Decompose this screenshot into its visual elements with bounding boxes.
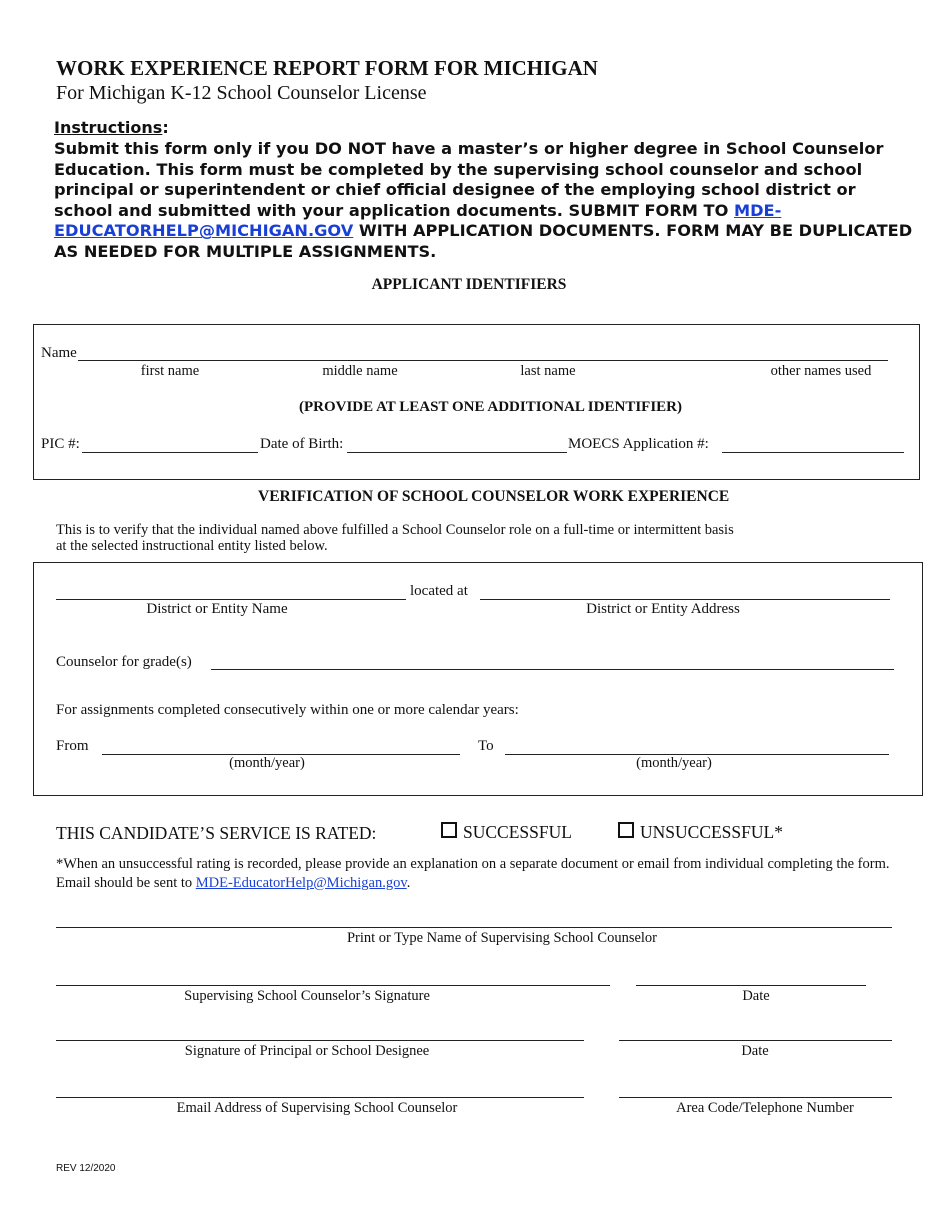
pic-input[interactable] <box>82 452 258 453</box>
applicant-identifiers-heading: APPLICANT IDENTIFIERS <box>371 276 567 293</box>
instructions-email-link[interactable]: MDE-EDUCATORHELP@MICHIGAN.GOV <box>54 200 782 241</box>
pic-label: PIC #: <box>41 436 80 452</box>
verification-heading: VERIFICATION OF SCHOOL COUNSELOR WORK EXPERIENCE <box>258 488 730 505</box>
consecutive-note: For assignments completed consecutively within one or more calendar years: <box>56 702 519 718</box>
phone-input[interactable] <box>619 1097 892 1098</box>
verification-intro-line2: at the selected instructional entity listed below. <box>56 538 328 554</box>
counselor-name-caption: Print or Type Name of Supervising School Counselor <box>346 930 658 946</box>
successful-checkbox[interactable]: SUCCESSFUL <box>441 822 572 843</box>
entity-address-caption: District or Entity Address <box>586 601 740 617</box>
name-label: Name <box>41 345 77 361</box>
dob-label: Date of Birth: <box>260 436 344 452</box>
counselor-email-input[interactable] <box>56 1097 584 1098</box>
unsuccessful-checkbox[interactable]: UNSUCCESSFUL* <box>618 822 783 843</box>
phone-caption: Area Code/Telephone Number <box>676 1100 854 1116</box>
located-at-label: located at <box>410 583 468 599</box>
moecs-label: MOECS Application #: <box>568 436 709 452</box>
entity-name-caption: District or Entity Name <box>146 601 288 617</box>
from-label: From <box>56 738 89 754</box>
principal-signature-caption: Signature of Principal or School Designee <box>184 1043 430 1059</box>
principal-date-caption: Date <box>741 1043 769 1059</box>
counselor-date-input[interactable] <box>636 985 866 986</box>
to-label: To <box>478 738 494 754</box>
rating-label: THIS CANDIDATE’S SERVICE IS RATED: <box>56 823 377 843</box>
verification-intro-line1: This is to verify that the individual named above fulfilled a School Counselor role on a full-time or intermittent basis <box>56 522 734 538</box>
instructions-text: Submit this form only if you DO NOT have a master’s or higher degree in School Counselor Education. This form must be completed by the supervising school counselor and school principal or superintendent or chief official designee of the employing school district or school and submitted with your application documents. SUBMIT FORM TO MDE-EDUCATORHELP@MICHIGAN.GOV WITH APPLICATION DOCUMENTS. FORM MAY BE DUPLICATED AS NEEDED FOR MULTIPLE ASSIGNMENTS. <box>54 139 913 261</box>
counselor-name-input[interactable] <box>56 927 892 928</box>
grades-input[interactable] <box>211 669 894 670</box>
entity-address-input[interactable] <box>480 599 890 600</box>
form-subtitle: For Michigan K-12 School Counselor License <box>56 82 427 104</box>
instructions-label: Instructions: <box>54 118 169 137</box>
moecs-input[interactable] <box>722 452 904 453</box>
last-name-caption: last name <box>520 363 576 379</box>
principal-signature-input[interactable] <box>56 1040 584 1041</box>
counselor-signature-input[interactable] <box>56 985 610 986</box>
name-input[interactable] <box>78 360 888 361</box>
unsuccessful-note: *When an unsuccessful rating is recorded, please provide an explanation on a separate document or email from individual completing the form. Email should be sent to MDE-EducatorHelp@Michigan.gov. <box>56 856 890 891</box>
counselor-email-caption: Email Address of Supervising School Counselor <box>176 1100 458 1116</box>
unsuccessful-box-icon[interactable] <box>618 822 634 838</box>
to-month-year-caption: (month/year) <box>636 755 712 771</box>
grades-label: Counselor for grade(s) <box>56 654 192 670</box>
dob-input[interactable] <box>347 452 567 453</box>
from-month-year-caption: (month/year) <box>229 755 305 771</box>
first-name-caption: first name <box>140 363 200 379</box>
revision-label: REV 12/2020 <box>56 1163 116 1174</box>
additional-identifier-note: (PROVIDE AT LEAST ONE ADDITIONAL IDENTIFIER) <box>298 399 682 415</box>
successful-box-icon[interactable] <box>441 822 457 838</box>
entity-name-input[interactable] <box>56 599 406 600</box>
form-title: WORK EXPERIENCE REPORT FORM FOR MICHIGAN <box>56 56 598 80</box>
other-names-caption: other names used <box>770 363 872 379</box>
counselor-date-caption: Date <box>742 988 770 1004</box>
principal-date-input[interactable] <box>619 1040 892 1041</box>
unsuccessful-note-email-link[interactable]: MDE-EducatorHelp@Michigan.gov <box>195 874 407 891</box>
middle-name-caption: middle name <box>322 363 398 379</box>
counselor-signature-caption: Supervising School Counselor’s Signature <box>184 988 430 1004</box>
